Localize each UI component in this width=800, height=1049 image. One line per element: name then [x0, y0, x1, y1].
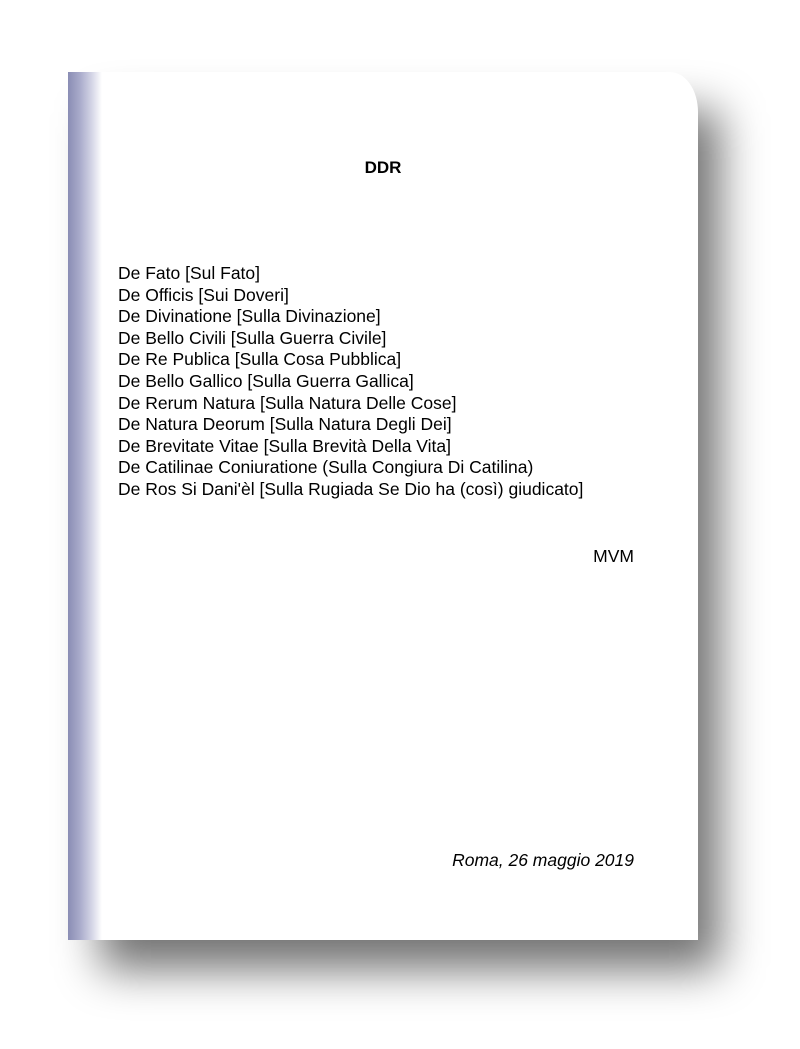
title-list — [118, 263, 583, 501]
list-item: De Officis [Sui Doveri] — [118, 284, 289, 305]
document-title: DDR — [364, 158, 402, 177]
place-date: Roma, 26 maggio 2019 — [452, 850, 634, 870]
list-item: De Divinatione [Sulla Divinazione] — [118, 306, 381, 327]
list-item: De Natura Deorum [Sulla Natura Degli Dei] — [118, 414, 452, 435]
document-page — [68, 72, 698, 940]
binding-spine — [68, 72, 102, 940]
list-item: De Fato [Sul Fato] — [118, 263, 261, 283]
list-item: De Re Publica [Sulla Cosa Pubblica] — [118, 349, 402, 370]
list-item: De Bello Gallico [Sulla Guerra Gallica] — [118, 370, 414, 391]
list-item: De Bello Civili [Sulla Guerra Civile] — [118, 327, 387, 348]
list-item: De Ros Si Dani'èl [Sulla Rugiada Se Dio ha (così) giudicato] — [118, 478, 584, 499]
list-item: De Brevitate Vitae [Sulla Brevità Della Vita] — [118, 435, 451, 456]
list-item: De Catilinae Coniuratione (Sulla Congiura Di Catilina) — [118, 457, 534, 478]
signature: MVM — [593, 546, 634, 566]
list-item: De Rerum Natura [Sulla Natura Delle Cose] — [118, 392, 457, 413]
